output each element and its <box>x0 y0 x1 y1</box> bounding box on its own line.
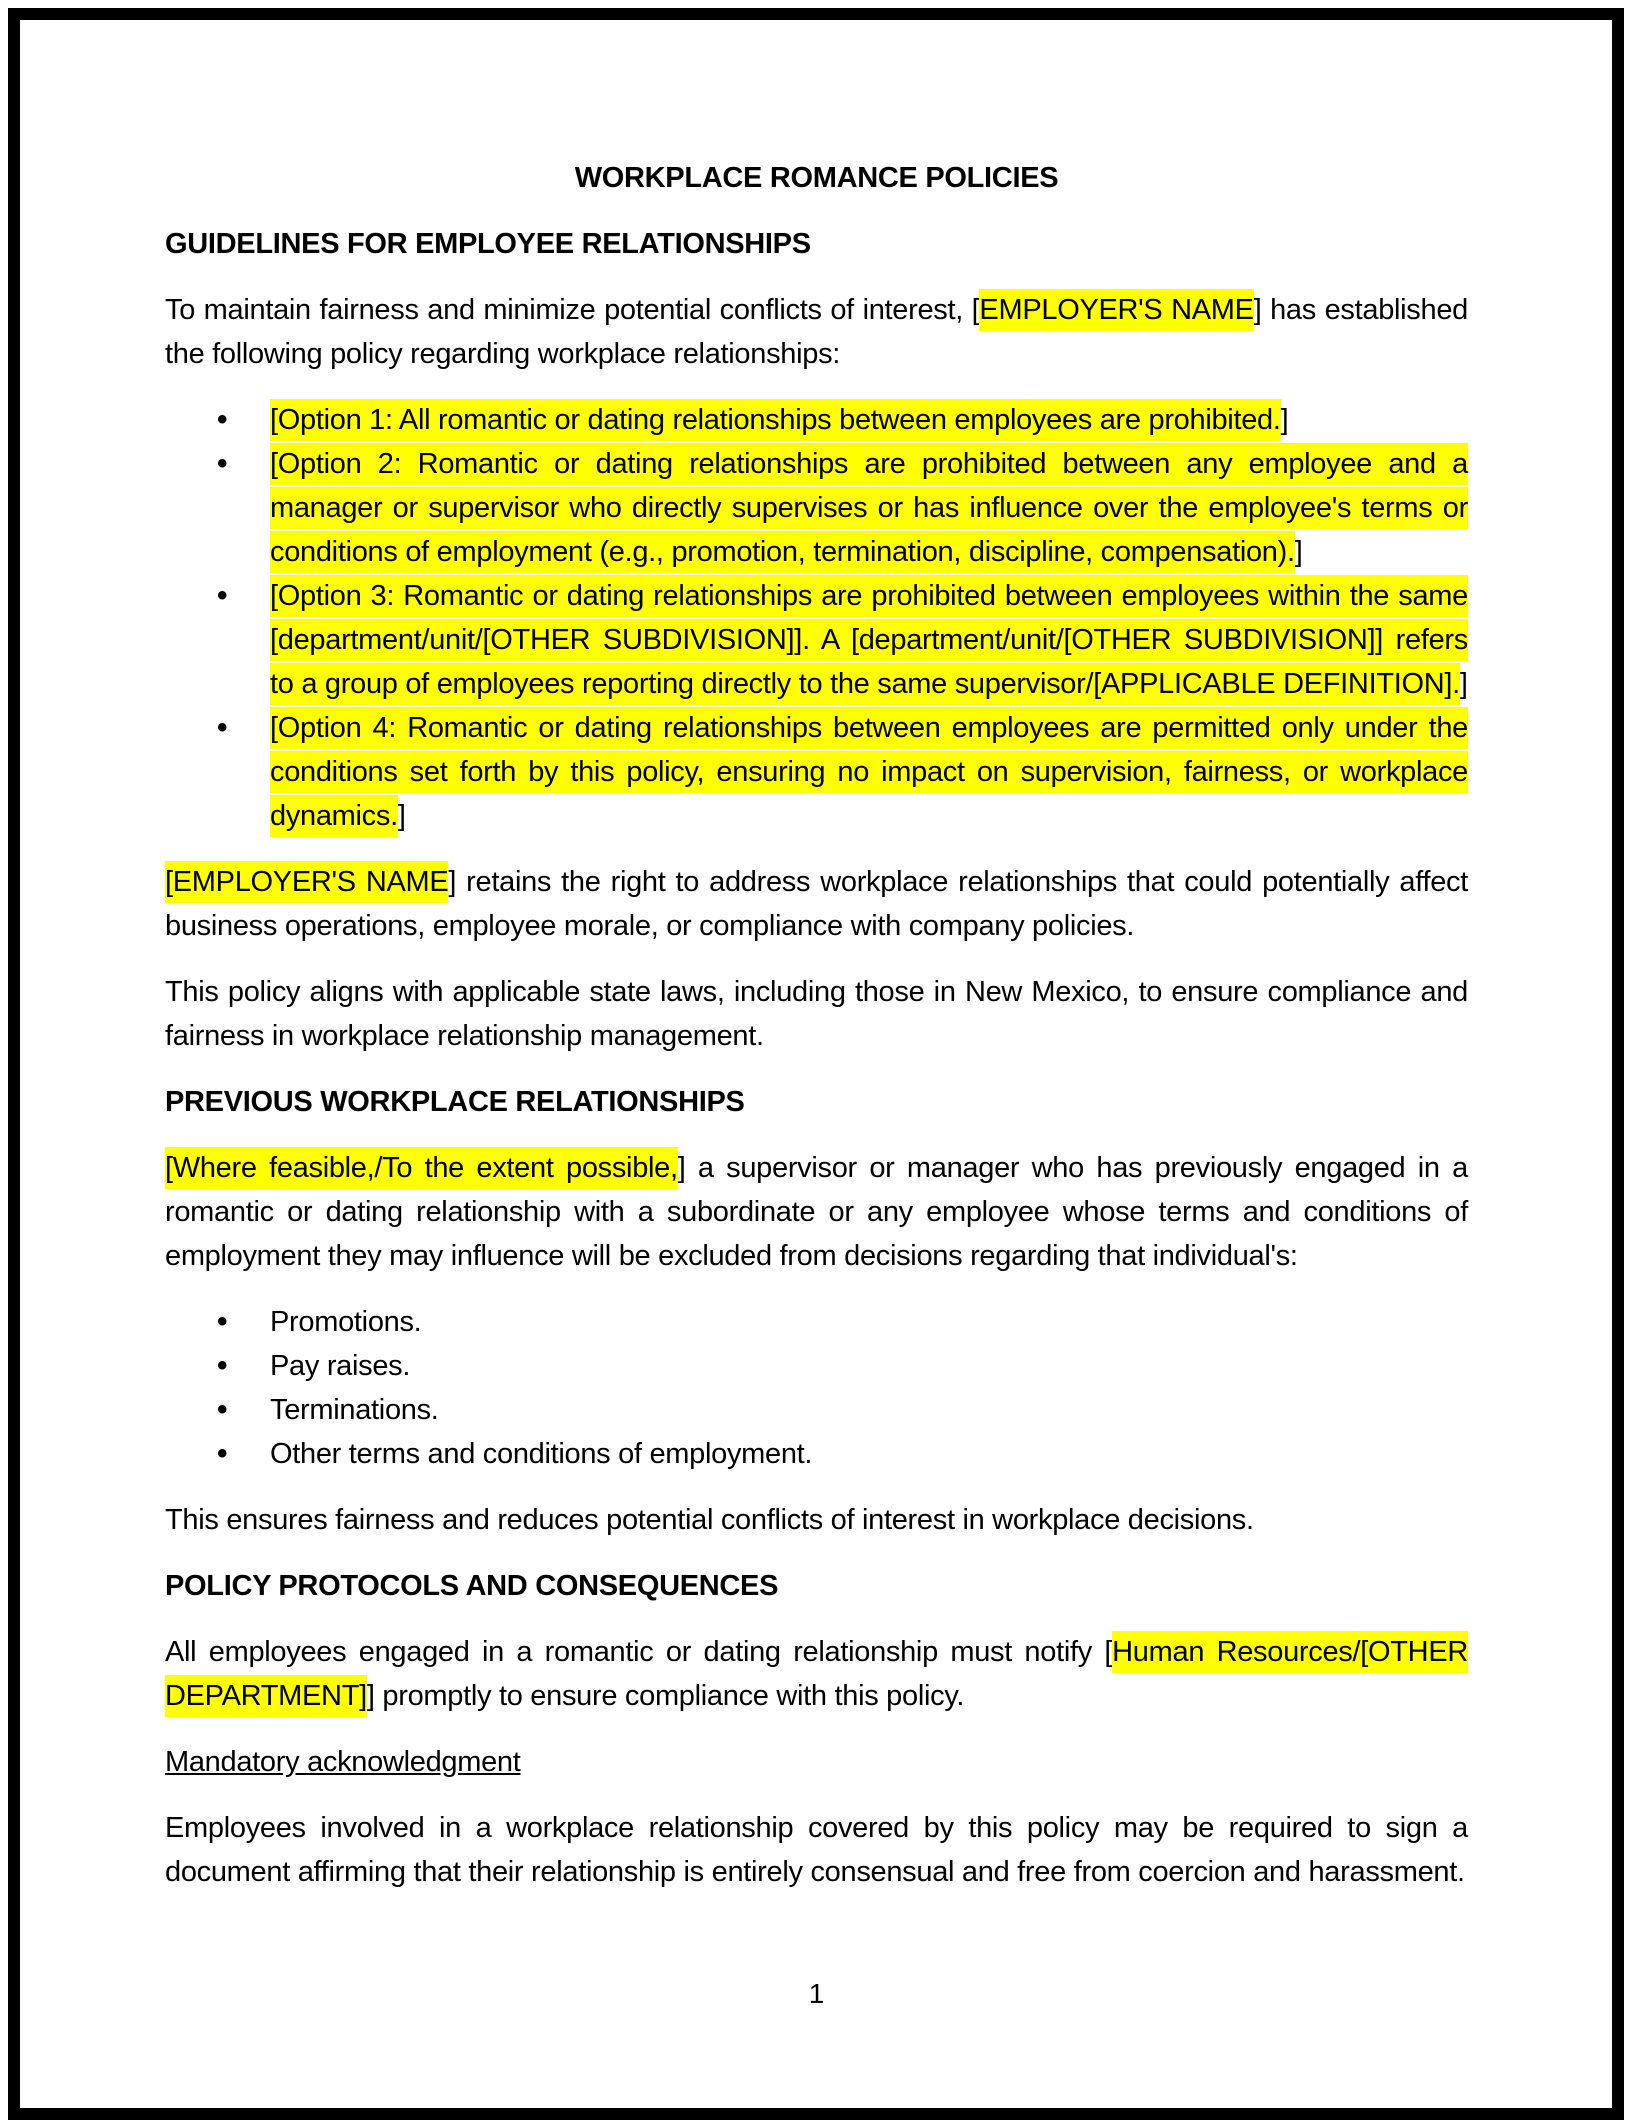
list-item-option-4 <box>270 706 1468 838</box>
text-segment: ] promptly to ensure compliance with this policy. <box>366 1680 965 1712</box>
highlighted-text: [Option 2: Romantic or dating relationships are prohibited between any employee and a manager or supervisor who directly supervises or has influence over the employee's terms or conditions of employment (e.g., promotion, termination, discipline, compensation). <box>270 443 1468 573</box>
paragraph-intro <box>165 288 1468 376</box>
highlighted-text: [Option 1: All romantic or dating relationships between employees are prohibited. <box>270 399 1281 441</box>
text-segment: All employees engaged in a romantic or dating relationship must notify [ <box>165 1636 1113 1668</box>
paragraph-state-alignment: This policy aligns with applicable state laws, including those in New Mexico, to ensure compliance and fairness in workplace relationship management. <box>165 976 1468 1052</box>
list-item-pay-raises: • Pay raises. <box>270 1344 1468 1388</box>
heading-guidelines: GUIDELINES FOR EMPLOYEE RELATIONSHIPS <box>165 228 811 260</box>
highlighted-text: EMPLOYER'S NAME <box>979 289 1253 331</box>
highlighted-text: [Option 3: Romantic or dating relationships are prohibited between employees within the same [department/unit/[OTHER SUBDIVISION]]. A [department/unit/[OTHER SUBDIVISION]] refers to a group of employees reporting directly to the same supervisor/[APPLICABLE DEFINITION]. <box>270 575 1468 705</box>
list-item-option-3 <box>270 574 1468 706</box>
list-item-option-1 <box>270 398 1468 442</box>
highlighted-text: [EMPLOYER'S NAME <box>165 861 448 903</box>
list-item-option-2 <box>270 442 1468 574</box>
text-segment: ] <box>397 800 406 832</box>
exclusions-list <box>165 1300 1468 1476</box>
text-segment: ] <box>1294 536 1303 568</box>
highlighted-text: Human Resources/[OTHER DEPARTMENT] <box>165 1631 1468 1717</box>
paragraph-notify <box>165 1630 1468 1718</box>
paragraph-employer-retains <box>165 860 1468 948</box>
list-item-other-terms: • Other terms and conditions of employment. <box>270 1432 1468 1476</box>
text-segment: ] <box>1280 404 1289 436</box>
text-segment: ] has established the following policy regarding workplace relationships: <box>165 294 1468 370</box>
list-item-terminations: • Terminations. <box>270 1388 1468 1432</box>
list-item-promotions: • Promotions. <box>270 1300 1468 1344</box>
page-number: 1 <box>808 1978 825 2009</box>
text-segment: ] a supervisor or manager who has previously engaged in a romantic or dating relationship with a subordinate or any employee whose terms and conditions of employment they may influence will be excluded from decisions regarding that individual's: <box>165 1152 1468 1272</box>
text-segment: ] retains the right to address workplace relationships that could potentially affect business operations, employee morale, or compliance with company policies. <box>165 866 1468 942</box>
paragraph-acknowledgment: Employees involved in a workplace relationship covered by this policy may be required to sign a document affirming that their relationship is entirely consensual and free from coercion and harassment. <box>165 1812 1468 1888</box>
text-segment: ] <box>1459 668 1468 700</box>
highlighted-text: [Where feasible,/To the extent possible, <box>165 1147 678 1189</box>
document-title: WORKPLACE ROMANCE POLICIES <box>574 162 1059 194</box>
options-list <box>165 398 1468 838</box>
heading-policy-protocols: POLICY PROTOCOLS AND CONSEQUENCES <box>165 1570 779 1602</box>
document-content <box>165 156 1468 1916</box>
subheading-mandatory-acknowledgment: Mandatory acknowledgment <box>165 1746 521 1778</box>
paragraph-previous-intro <box>165 1146 1468 1278</box>
heading-previous-relationships: PREVIOUS WORKPLACE RELATIONSHIPS <box>165 1086 745 1118</box>
text-segment: To maintain fairness and minimize potential conflicts of interest, [ <box>165 294 980 326</box>
highlighted-text: [Option 4: Romantic or dating relationships between employees are permitted only under the conditions set forth by this policy, ensuring no impact on supervision, fairness, or workplace dynamics. <box>270 707 1468 837</box>
paragraph-previous-closing: This ensures fairness and reduces potential conflicts of interest in workplace decisions. <box>165 1504 1254 1536</box>
